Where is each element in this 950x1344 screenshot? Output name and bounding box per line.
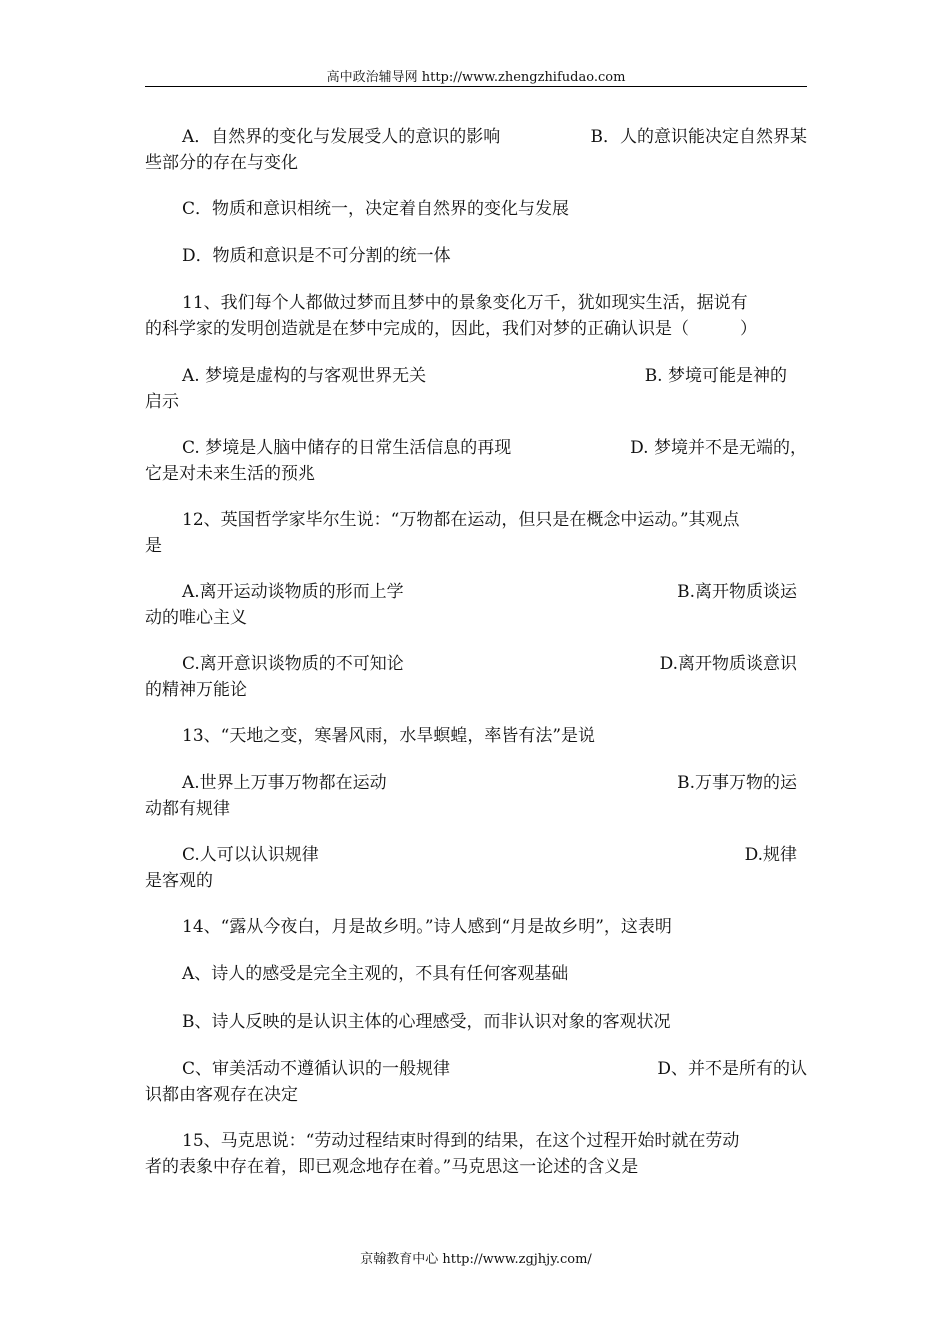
q13-options-ab <box>145 770 807 822</box>
q10-option-b: B．人的意识能决定自然界某 <box>590 127 807 147</box>
q11-option-b-cont: 启示 <box>145 392 179 412</box>
q10-option-b-cont: 些部分的存在与变化 <box>145 153 298 173</box>
q10-options-ab <box>145 124 807 176</box>
q12-stem <box>145 507 807 559</box>
q11-stem-line1: 11、我们每个人都做过梦而且梦中的景象变化万千，犹如现实生活，据说有 <box>182 293 748 313</box>
q14-option-d-cont: 识都由客观存在决定 <box>145 1085 298 1105</box>
q15-stem-line1: 15、马克思说：“劳动过程结束时得到的结果，在这个过程开始时就在劳动 <box>182 1131 740 1151</box>
q14-stem: 14、“露从今夜白，月是故乡明。”诗人感到“月是故乡明”，这表明 <box>182 917 672 937</box>
q13-option-d-cont: 是客观的 <box>145 871 213 891</box>
q13-stem: 13、“天地之变，寒暑风雨，水旱螟蝗，率皆有法”是说 <box>182 726 596 746</box>
q12-options-ab <box>145 579 807 631</box>
page-header: 高中政治辅导网 http://www.zhengzhifudao.com <box>326 70 626 85</box>
q11-option-a: A. 梦境是虚构的与客观世界无关 <box>182 366 427 386</box>
q15-stem-line2: 者的表象中存在着，即已观念地存在着。”马克思这一论述的含义是 <box>145 1157 639 1177</box>
q13-option-b: B.万事万物的运 <box>677 773 797 793</box>
q12-option-d: D.离开物质谈意识 <box>659 654 797 674</box>
q14-option-d: D、并不是所有的认 <box>657 1059 807 1079</box>
q11-stem <box>145 290 807 342</box>
q13-options-cd <box>145 842 807 894</box>
q14-options-cd <box>145 1056 807 1108</box>
page-footer: 京翰教育中心 http://www.zgjhjy.com/ <box>360 1252 592 1267</box>
q11-options-cd <box>145 435 807 487</box>
q11-option-b: B. 梦境可能是神的 <box>644 366 787 386</box>
q12-stem-line1: 12、英国哲学家毕尔生说：“万物都在运动，但只是在概念中运动。”其观点 <box>182 510 740 530</box>
q11-option-d-cont: 它是对未来生活的预兆 <box>145 464 315 484</box>
q11-option-d: D. 梦境并不是无端的， <box>630 438 807 458</box>
q12-option-a: A.离开运动谈物质的形而上学 <box>182 582 404 602</box>
q12-options-cd <box>145 651 807 703</box>
q13-option-a: A.世界上万事万物都在运动 <box>182 773 387 793</box>
q12-option-c: C.离开意识谈物质的不可知论 <box>182 654 404 674</box>
q14-option-b: B、诗人反映的是认识主体的心理感受，而非认识对象的客观状况 <box>182 1012 671 1032</box>
q13-option-b-cont: 动都有规律 <box>145 799 230 819</box>
q11-stem-line2: 的科学家的发明创造就是在梦中完成的，因此，我们对梦的正确认识是（ ） <box>145 319 757 339</box>
q11-options-ab <box>145 363 807 415</box>
q11-option-c: C. 梦境是人脑中储存的日常生活信息的再现 <box>182 438 512 458</box>
q12-option-d-cont: 的精神万能论 <box>145 680 247 700</box>
q10-option-d: D．物质和意识是不可分割的统一体 <box>182 246 451 266</box>
header-rule <box>145 86 807 87</box>
q13-option-c: C.人可以认识规律 <box>182 845 319 865</box>
q12-option-b: B.离开物质谈运 <box>677 582 797 602</box>
q12-option-b-cont: 动的唯心主义 <box>145 608 247 628</box>
q10-option-a: A．自然界的变化与发展受人的意识的影响 <box>182 127 501 147</box>
q14-option-c: C、审美活动不遵循认识的一般规律 <box>182 1059 451 1079</box>
q13-option-d: D.规律 <box>744 845 797 865</box>
q14-option-a: A、诗人的感受是完全主观的，不具有任何客观基础 <box>182 964 569 984</box>
q12-stem-line2: 是 <box>145 536 162 556</box>
q15-stem <box>145 1128 807 1180</box>
q10-option-c: C．物质和意识相统一，决定着自然界的变化与发展 <box>182 199 570 219</box>
